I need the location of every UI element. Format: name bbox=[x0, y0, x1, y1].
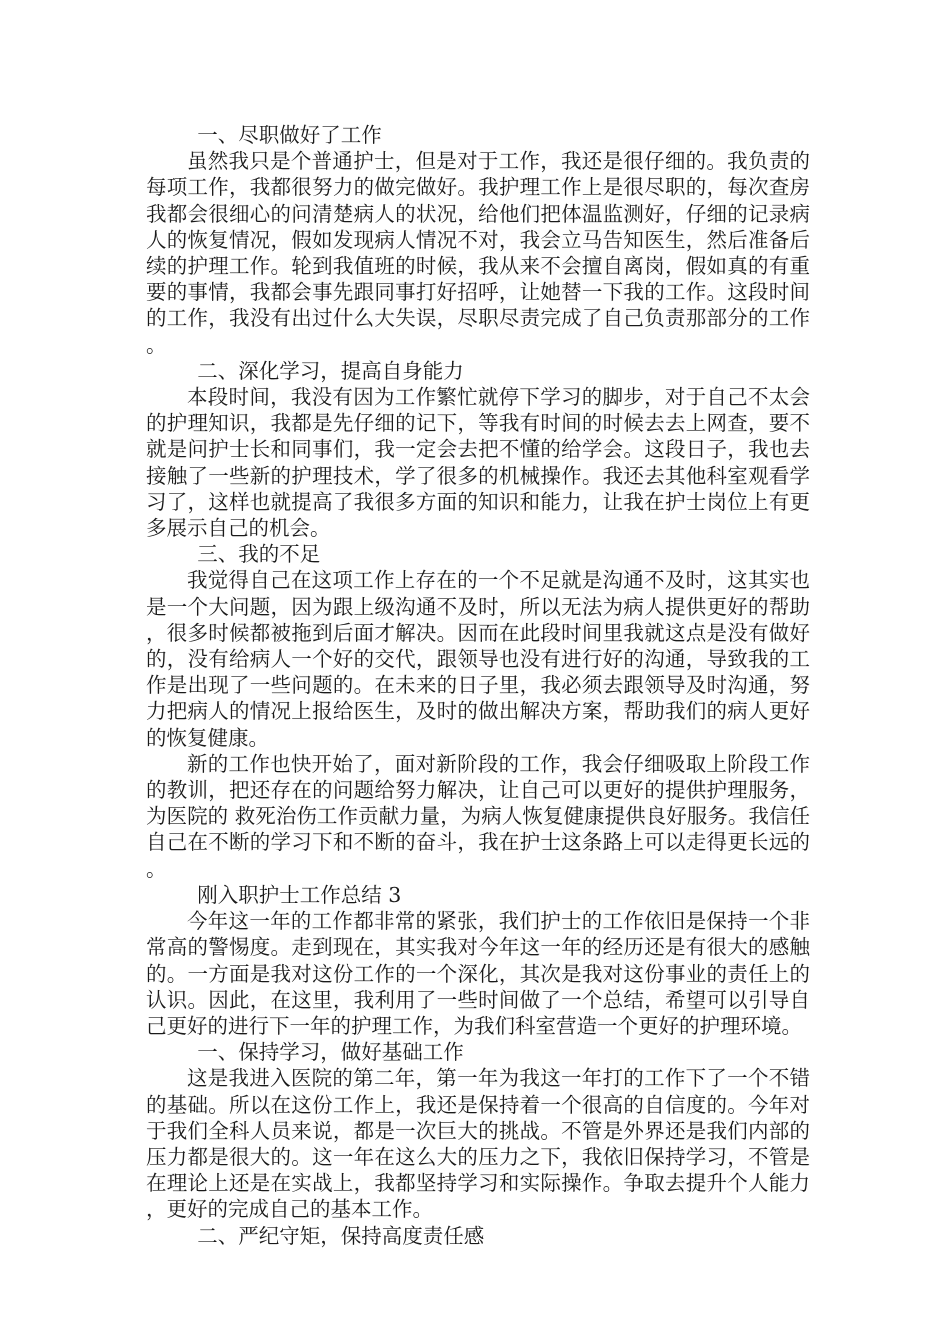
section-heading-discipline: 二、严纪守矩，保持高度责任感 bbox=[197, 1223, 485, 1248]
paragraph-new-stage: 新的工作也快开始了，面对新阶段的工作，我会仔细吸取上阶段工作的教训，把还存在的问题给努力解决，让自己可以更好的提供护理服务，为医院的 救死治伤工作贡献力量，为病人恢复健康提供良好服务。我信任自己在不断的学习下和不断的奋斗，我在护士这条路上可以走得更长远的。 bbox=[146, 751, 810, 881]
document-subtitle: 刚入职护士工作总结 3 bbox=[197, 882, 402, 907]
paragraph-duty: 虽然我只是个普通护士，但是对于工作，我还是很仔细的。我负责的每项工作，我都很努力的做完做好。我护理工作上是很尽职的，每次查房我都会很细心的问清楚病人的状况，给他们把体温监测好，仔细的记录病人的恢复情况，假如发现病人情况不对，我会立马告知医生，然后准备后续的护理工作。轮到我值班的时候，我从来不会擅自离岗，假如真的有重要的事情，我都会事先跟同事打好招呼，让她替一下我的工作。这段时间的工作，我没有出过什么大失误，尽职尽责完成了自己负责那部分的工作。 bbox=[146, 149, 810, 357]
section-heading-shortcomings: 三、我的不足 bbox=[197, 542, 321, 567]
section-heading-basics: 一、保持学习，做好基础工作 bbox=[197, 1040, 464, 1065]
section-heading-duty: 一、尽职做好了工作 bbox=[197, 123, 382, 147]
section-heading-learning: 二、深化学习，提高自身能力 bbox=[197, 358, 464, 383]
paragraph-shortcomings: 我觉得自己在这项工作上存在的一个不足就是沟通不及时，这其实也是一个大问题，因为跟上级沟通不及时，所以无法为病人提供更好的帮助，很多时候都被拖到后面才解决。因而在此段时间里我就这点是没有做好的，没有给病人一个好的交代，跟领导也没有进行好的沟通，导致我的工作是出现了一些问题的。在未来的日子里，我必须去跟领导及时沟通，努力把病人的情况上报给医生，及时的做出解决方案，帮助我们的病人更好的恢复健康。 bbox=[146, 568, 810, 750]
document-body bbox=[146, 122, 810, 1249]
paragraph-year-summary: 今年这一年的工作都非常的紧张，我们护士的工作依旧是保持一个非常高的警惕度。走到现在，其实我对今年这一年的经历还是有很大的感触的。一方面是我对这份工作的一个深化，其次是我对这份事业的责任上的认识。因此，在这里，我利用了一些时间做了一个总结，希望可以引导自己更好的进行下一年的护理工作，为我们科室营造一个更好的护理环境。 bbox=[146, 909, 810, 1038]
paragraph-basics: 这是我进入医院的第二年，第一年为我这一年打的工作下了一个不错的基础。所以在这份工作上，我还是保持着一个很高的自信度的。今年对于我们全科人员来说，都是一次巨大的挑战。不管是外界还是我们内部的压力都是很大的。这一年在这么大的压力之下，我依旧保持学习，不管是在理论上还是在实战上，我都坚持学习和实际操作。争取去提升个人能力，更好的完成自己的基本工作。 bbox=[146, 1066, 810, 1222]
paragraph-learning: 本段时间，我没有因为工作繁忙就停下学习的脚步，对于自己不太会的护理知识，我都是先仔细的记下，等我有时间的时候去去上网查，要不就是问护士长和同事们，我一定会去把不懂的给学会。这段日子，我也去接触了一些新的护理技术，学了很多的机械操作。我还去其他科室观看学习了，这样也就提高了我很多方面的知识和能力，让我在护士岗位上有更多展示自己的机会。 bbox=[146, 385, 810, 541]
